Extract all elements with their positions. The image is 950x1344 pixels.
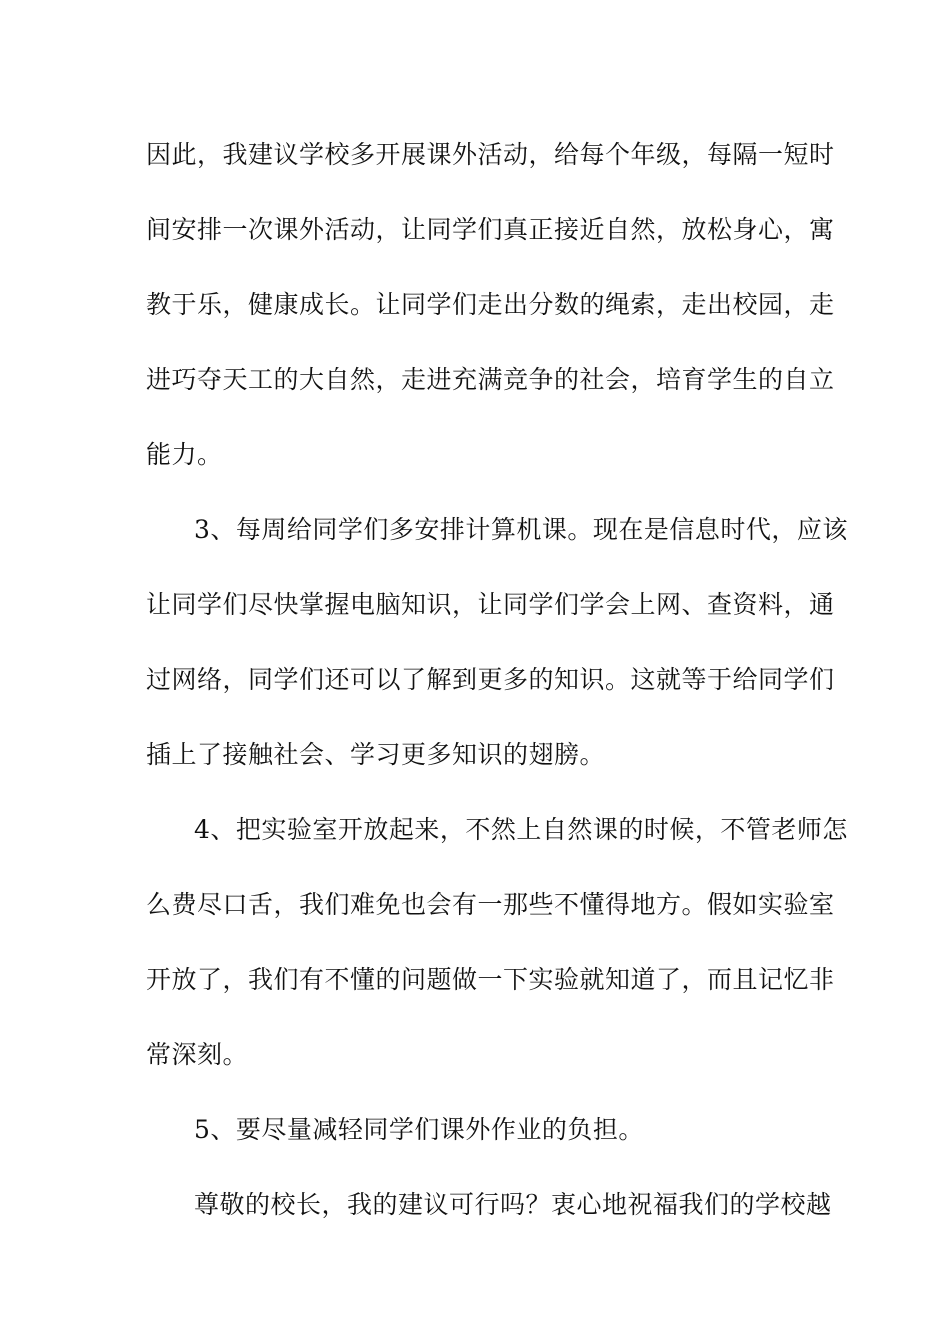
text-line: 么费尽口舌，我们难免也会有一那些不懂得地方。假如实验室 [146, 890, 835, 919]
text-line: 能力。 [146, 440, 223, 469]
text-line: 插上了接触社会、学习更多知识的翅膀。 [146, 740, 606, 769]
text-line: 因此，我建议学校多开展课外活动，给每个年级，每隔一短时 [146, 140, 835, 169]
text-line: 教于乐，健康成长。让同学们走出分数的绳索，走出校园，走 [146, 290, 835, 319]
text-line: 常深刻。 [146, 1040, 249, 1069]
document-body [146, 130, 848, 1255]
text-line: 进巧夺天工的大自然，走进充满竞争的社会，培育学生的自立 [146, 365, 835, 394]
paragraph-3-first-line: 3、每周给同学们多安排计算机课。现在是信息时代，应该 [194, 515, 848, 544]
closing-paragraph-line: 尊敬的校长，我的建议可行吗？衷心地祝福我们的学校越 [194, 1190, 832, 1219]
paragraph-5-line: 5、要尽量减轻同学们课外作业的负担。 [194, 1115, 644, 1144]
text-line: 开放了，我们有不懂的问题做一下实验就知道了，而且记忆非 [146, 965, 835, 994]
paragraph-4-first-line: 4、把实验室开放起来，不然上自然课的时候，不管老师怎 [194, 815, 848, 844]
text-line: 过网络，同学们还可以了解到更多的知识。这就等于给同学们 [146, 665, 835, 694]
text-line: 让同学们尽快掌握电脑知识，让同学们学会上网、查资料，通 [146, 590, 835, 619]
text-line: 间安排一次课外活动，让同学们真正接近自然，放松身心，寓 [146, 215, 835, 244]
